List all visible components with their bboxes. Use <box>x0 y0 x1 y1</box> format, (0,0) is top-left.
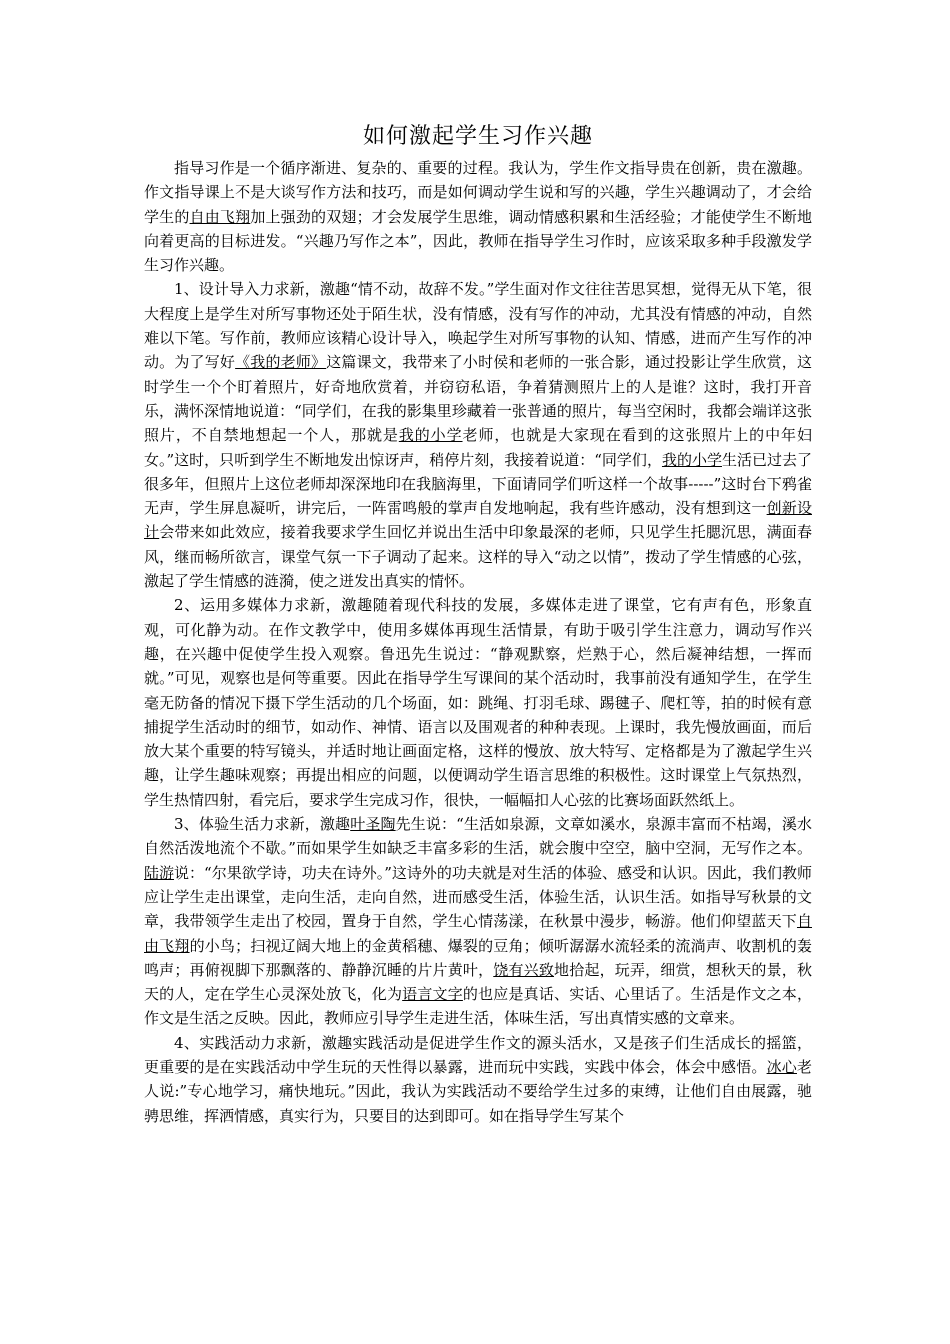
hyperlink[interactable]: 自由飞翔 <box>144 912 812 955</box>
hyperlink[interactable]: 我的小学 <box>661 450 722 469</box>
text-run: 老人说:”专心地学习，痛快地玩。”因此，我认为实践活动不要给学生过多的束缚，让他们自由展露，驰骋思维，挥洒情感，真实行为，只要目的达到即可。如在指导学生写某个 <box>144 1057 812 1125</box>
text-run: 3、体验生活力求新，激趣 <box>174 815 351 834</box>
text-run: 地拾起，玩弄，细赏，想秋天的景，秋天的人，定在学生心灵深处放飞，化为 <box>144 960 812 1004</box>
text-run: 会带来如此效应，接着我要求学生回忆并说出生活中印象最深的老师，只见学生托腮沉思，满面春风，继而畅所欲言，课堂气氛一下子调动了起来。这样的导入“动之以情”，拨动了学生情感的心弦，激起了学生情感的涟漪，使之迸发出真实的情怀。 <box>144 523 812 591</box>
paragraph-4 <box>144 812 812 1031</box>
text-run: 这篇课文，我带来了小时侯和老师的一张合影，通过投影让学生欣赏，这时学生一个个盯着照片，好奇地欣赏着，并窃窃私语，争着猜测照片上的人是谁？这时，我打开音乐，满怀深情地说道：“同学们，在我的影集里珍藏着一张普通的照片，每当空闲时，我都会端详这张照片，不自禁地想起一个人，那就是 <box>144 353 812 445</box>
hyperlink[interactable]: 冰心 <box>766 1057 797 1076</box>
paragraph-5 <box>144 1031 812 1128</box>
text-run: 生活已过去了很多年，但照片上这位老师却深深地印在我脑海里，下面请同学们听这样一个故事-----”这时台下鸦雀无声，学生屏息凝听，讲完后，一阵雷鸣般的掌声自发地响起，我有些许感动，没有想到这一 <box>144 450 812 518</box>
text-run: 1、设计导入力求新，激趣“情不动，故辞不发。”学生面对作文往往苦思冥想，觉得无从下笔，很大程度上是学生对所写事物还处于陌生状，没有情感，没有写作的冲动，尤其没有情感的冲动，自然难以下笔。写作前，教师应该精心设计导入，唤起学生对所写事物的认知、情感，进而产生写作的冲动。为了写好 <box>144 280 812 372</box>
document-body <box>144 122 812 1128</box>
text-run: 先生说：“生活如泉源，文章如溪水，泉源丰富而不枯竭，溪水自然活泼地流个不歇。”而如果学生如缺乏丰富多彩的生活，就会腹中空空，脑中空洞，无写作之本。 <box>144 815 813 858</box>
page-title: 如何激起学生习作兴趣 <box>362 124 593 149</box>
text-run: 4、实践活动力求新，激趣实践活动是促进学生作文的源头活水，又是孩子们生活成长的摇篮，更重要的是在实践活动中学生玩的天性得以暴露，进而玩中实践，实践中体会，体会中感悟。 <box>144 1033 812 1076</box>
text-run: 2、运用多媒体力求新，激趣随着现代科技的发展，多媒体走进了课堂，它有声有色，形象直观，可化静为动。在作文教学中，使用多媒体再现生活情景，有助于吸引学生注意力，调动写作兴趣，在兴趣中促使学生投入观察。鲁迅先生说过：“静观默察，烂熟于心，然后凝神结想，一挥而就。”可见，观察也是何等重要。因此在指导学生写课间的某个活动时，我事前没有通知学生，在学生毫无防备的情况下摄下学生活动的几个场面，如：跳绳、打羽毛球、踢毽子、爬杠等，拍的时候有意捕捉学生活动时的细节，如动作、神情、语言以及围观者的种种表现。上课时，我先慢放画面，而后放大某个重要的特写镜头，并适时地让画面定格，这样的慢放、放大特写、定格都是为了激起学生兴趣，让学生趣味观察；再提出相应的问题，以便调动学生语言思维的积极性。这时课堂上气氛热烈，学生热情四射，看完后，要求学生完成习作，很快，一幅幅扣人心弦的比赛场面跃然纸上。 <box>144 596 812 809</box>
text-run: 老师，也就是大家现在看到的这张照片上的中年妇女。”这时，只听到学生不断地发出惊讶声，稍停片刻，我接着说道：“同学们， <box>144 426 812 469</box>
hyperlink[interactable]: 创新设计 <box>144 499 812 542</box>
paragraph-3 <box>144 593 812 812</box>
hyperlink[interactable]: 叶圣陶 <box>350 815 396 834</box>
text-run: 说：“尔果欲学诗，功夫在诗外。”这诗外的功夫就是对生活的体验、感受和认识。因此，我们教师应让学生走出课堂，走向生活，走向自然，进而感受生活，体验生活，认识生活。如指导写秋景的文章，我带领学生走出了校园，置身于自然，学生心情荡漾，在秋景中漫步，畅游。他们仰望蓝天下 <box>144 863 812 931</box>
text-run: 的也应是真话、实话、心里话了。生活是作文之本，作文是生活之反映。因此，教师应引导学生走进生活，体味生活，写出真情实感的文章来。 <box>144 985 812 1028</box>
hyperlink[interactable]: 语言文字 <box>402 985 463 1004</box>
article-text <box>144 156 812 1128</box>
text-run: 指导习作是一个循序渐进、复杂的、重要的过程。我认为，学生作文指导贵在创新，贵在激趣。作文指导课上不是大谈写作方法和技巧，而是如何调动学生说和写的兴趣，学生兴趣调动了，才会给学生的 <box>144 159 812 226</box>
text-run: 的小鸟；扫视辽阔大地上的金黄稻穗、爆裂的豆角；倾听潺潺水流轻柔的流淌声、收割机的轰鸣声；再俯视脚下那飘落的、静静沉睡的片片黄叶， <box>144 936 812 979</box>
hyperlink[interactable]: 饶有兴致 <box>493 960 555 979</box>
hyperlink[interactable]: 自由飞翔 <box>189 207 251 226</box>
paragraph-2 <box>144 277 812 593</box>
paragraph-1 <box>144 156 812 277</box>
hyperlink[interactable]: 陆游 <box>144 863 175 882</box>
hyperlink[interactable]: 我的小学 <box>398 426 463 445</box>
text-run: 加上强劲的双翅；才会发展学生思维，调动情感积累和生活经验；才能使学生不断地向着更高的目标进发。“兴趣乃写作之本”，因此，教师在指导学生习作时，应该采取多种手段激发学生习作兴趣。 <box>144 207 812 275</box>
hyperlink[interactable]: 《我的老师》 <box>235 353 327 372</box>
